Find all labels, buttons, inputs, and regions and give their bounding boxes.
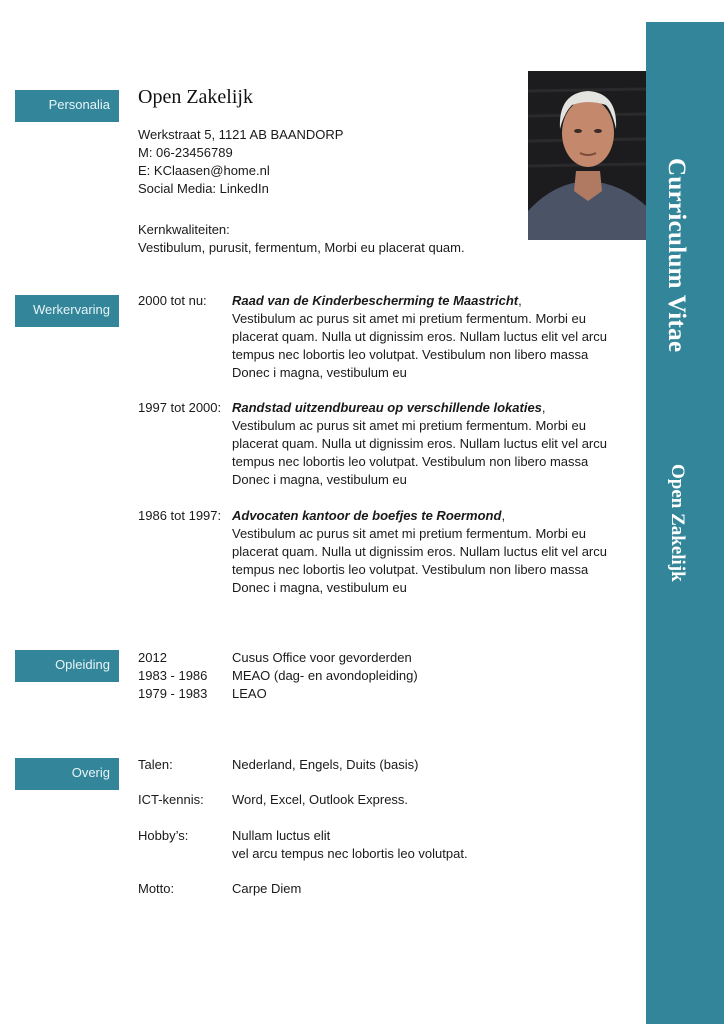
phone: M: 06-23456789 [138, 145, 233, 160]
work-desc-line: placerat quam. Nulla ut dignissim eros. Nullam luctus elit vel arcu [232, 544, 607, 559]
section-label-opleiding: Opleiding [15, 650, 119, 682]
education-course: LEAO [232, 686, 267, 701]
company-name: Raad van de Kinderbescherming te Maastricht [232, 293, 519, 308]
work-desc-line: Vestibulum ac purus sit amet mi pretium fermentum. Morbi eu [232, 526, 587, 541]
overig-value: Nullam luctus elit [232, 828, 331, 843]
work-desc-line: Vestibulum ac purus sit amet mi pretium fermentum. Morbi eu [232, 311, 587, 326]
work-desc-line: tempus nec lobortis leo volutpat. Vestibulum non libero massa [232, 454, 589, 469]
work-desc-line: tempus nec lobortis leo volutpat. Vestibulum non libero massa [232, 562, 589, 577]
company-name: Advocaten kantoor de boefjes te Roermond [232, 508, 502, 523]
education-period: 2012 [138, 650, 167, 665]
education-course: Cusus Office voor gevorderden [232, 650, 412, 665]
email[interactable]: E: KClaasen@home.nl [138, 163, 270, 178]
work-desc-line: placerat quam. Nulla ut dignissim eros. Nullam luctus elit vel arcu [232, 329, 607, 344]
qualities-text: Vestibulum, purusit, fermentum, Morbi eu placerat quam. [138, 240, 465, 255]
education-course: MEAO (dag- en avondopleiding) [232, 668, 418, 683]
work-company: Randstad uitzendbureau op verschillende lokaties, [232, 400, 546, 415]
person-name: Open Zakelijk [138, 86, 253, 108]
portrait-icon [528, 71, 646, 240]
overig-key: ICT-kennis: [138, 792, 204, 807]
work-company: Advocaten kantoor de boefjes te Roermond, [232, 508, 506, 523]
overig-value: vel arcu tempus nec lobortis leo volutpat. [232, 846, 468, 861]
section-label-overig: Overig [15, 758, 119, 790]
section-label-werkervaring: Werkervaring [15, 295, 119, 327]
work-desc-line: tempus nec lobortis leo volutpat. Vestibulum non libero massa [232, 347, 589, 362]
overig-key: Talen: [138, 757, 173, 772]
work-desc-line: placerat quam. Nulla ut dignissim eros. Nullam luctus elit vel arcu [232, 436, 607, 451]
work-period: 1997 tot 2000: [138, 400, 222, 415]
work-period: 2000 tot nu: [138, 293, 207, 308]
overig-key: Motto: [138, 881, 175, 896]
education-period: 1979 - 1983 [138, 686, 208, 701]
work-desc-line: Donec i magna, vestibulum eu [232, 580, 407, 595]
sidebar-title: Curriculum Vitae [663, 158, 690, 353]
work-company: Raad van de Kinderbescherming te Maastricht, [232, 293, 522, 308]
education-period: 1983 - 1986 [138, 668, 208, 683]
overig-value: Word, Excel, Outlook Express. [232, 792, 409, 807]
company-name: Randstad uitzendbureau op verschillende lokaties [232, 400, 542, 415]
overig-key: Hobby’s: [138, 828, 189, 843]
address: Werkstraat 5, 1121 AB BAANDORP [138, 127, 344, 142]
sidebar-name: Open Zakelijk [667, 464, 688, 582]
qualities-heading: Kernkwaliteiten: [138, 222, 230, 237]
overig-value: Carpe Diem [232, 881, 302, 896]
section-label-personalia: Personalia [15, 90, 119, 122]
work-period: 1986 tot 1997: [138, 508, 222, 523]
work-desc-line: Donec i magna, vestibulum eu [232, 472, 407, 487]
social-media: Social Media: LinkedIn [138, 181, 269, 196]
portrait-photo [528, 71, 646, 240]
work-desc-line: Vestibulum ac purus sit amet mi pretium fermentum. Morbi eu [232, 418, 587, 433]
work-desc-line: Donec i magna, vestibulum eu [232, 365, 407, 380]
overig-value: Nederland, Engels, Duits (basis) [232, 757, 419, 772]
